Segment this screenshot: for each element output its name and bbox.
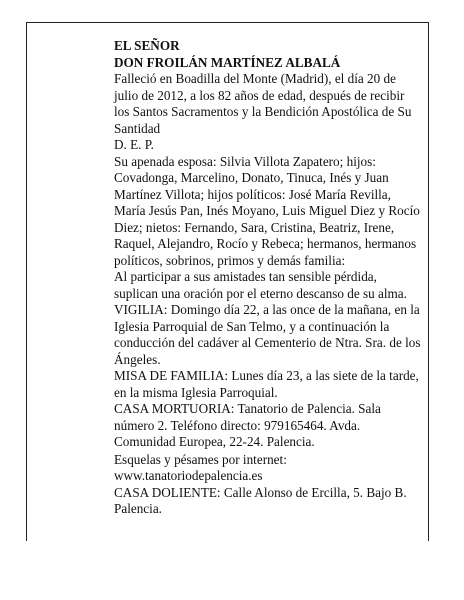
title-line-1: EL SEÑOR [114, 38, 180, 53]
death-info: Falleció en Boadilla del Monte (Madrid), el día 20 de julio de 2012, a los 82 años de edad, después de recibir los Santos Sacramentos y la Bendición Apostólica de Su Santidad [114, 71, 412, 136]
family-list: Su apenada esposa: Silvia Villota Zapatero; hijos: Covadonga, Marcelino, Donato, Tinuca, Inés y Juan Martínez Villota; hijos políticos: José María Revilla, María Jesús Pan, Inés Moyano, Luis Miguel Diez y Rocío Diez; nietos: Fernando, Sara, Cristina, Beatriz, Irene, Raquel, Alejandro, Rocío y Rebeca; hermanos, hermanos políticos, sobrinos, primos y demás familia: [114, 153, 420, 268]
vigil-info: VIGILIA: Domingo día 22, a las once de la mañana, en la Iglesia Parroquial de San Telmo, y a continuación la conducción del cadáver al Cementerio de Ntra. Sra. de los Ángeles. [114, 302, 421, 367]
internet-url: www.tanatoriodepalencia.es [114, 468, 263, 483]
obituary-text [114, 38, 422, 518]
family-mass-info: MISA DE FAMILIA: Lunes día 23, a las siete de la tarde, en la misma Iglesia Parroquial. [114, 368, 419, 400]
mortuary-info: CASA MORTUORIA: Tanatorio de Palencia. Sala número 2. Teléfono directo: 979165464. Avda. Comunidad Europea, 22-24. Palencia. [114, 401, 381, 449]
mourning-house-info: CASA DOLIENTE: Calle Alonso de Ercilla, 5. Bajo B. Palencia. [114, 484, 407, 516]
prayer-request: Al participar a sus amistades tan sensible pérdida, suplican una oración por el eterno descanso de su alma. [114, 269, 407, 301]
dep-abbreviation: D. E. P. [114, 137, 154, 152]
internet-label: Esquelas y pésames por internet: [114, 451, 287, 467]
deceased-name: DON FROILÁN MARTÍNEZ ALBALÁ [114, 54, 341, 70]
